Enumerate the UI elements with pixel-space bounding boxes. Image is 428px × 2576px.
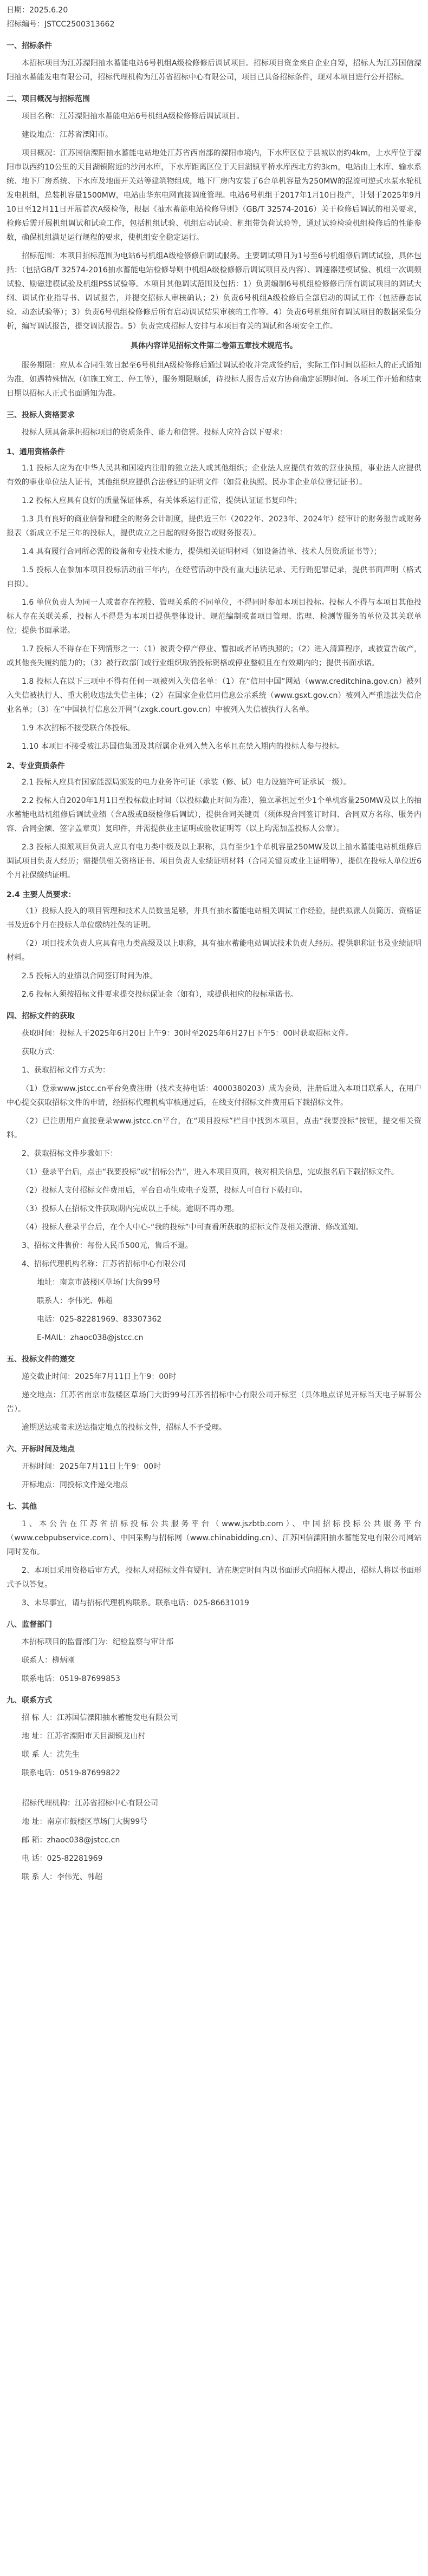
agency-name: 招标代理机构：江苏省招标中心有限公司 xyxy=(22,1799,158,1808)
tenderer-phone: 联系电话：0519-87699822 xyxy=(22,1769,120,1777)
service-period: 服务期限：应从本合同生效日起至6号机组A级检修修后通过调试验收并完成签约后，实际工作时间以招标人的正式通知为准，如遇特殊情况（如施工窝工、停工等），服务期限顺延，待投标人报告后双方协商确定延期时间。各项工作开始和结束日期以招标人正式书面通知为准。 xyxy=(7,361,421,398)
section-2-title: 二、项目概况与招标范围 xyxy=(7,95,90,103)
tenderer-name: 招 标 人：江苏国信溧阳抽水蓄能发电有限公司 xyxy=(22,1714,178,1722)
professional-item: 2.1 投标人应具有国家能源局颁发的电力业务许可证（承装（修、试）电力设施许可证承试一级）。 xyxy=(22,778,351,787)
section-7-title: 七、其他 xyxy=(7,1502,37,1511)
personnel-item: （2）项目技术负责人应具有电力类高级及以上职称，具有抽水蓄能电站调试技术负责人经历。提供职称证书及业绩证明材料。 xyxy=(7,939,421,962)
qualification-item: 1.10 本项目不接受被江苏国信集团及其所属企业列入禁入名单且在禁入期内的投标人参与投标。 xyxy=(22,742,345,751)
acquire-step: （2）投标人支付招标文件费用后，平台自动生成电子发票，投标人可自行下载打印。 xyxy=(22,1186,307,1195)
scope-reference: 具体内容详见招标文件第二卷第五章技术规范书。 xyxy=(131,342,297,350)
opening-time: 开标时间：2025年7月11日上午9：00时 xyxy=(22,1462,161,1471)
qualification-item: 1.7 投标人不得存在下列情形之一：（1）被责令停产停业、暂扣或者吊销执照的；（2）进入清算程序，或被宣告破产，或其他丧失履约能力的；（3）被行政部门或行业组织取消投标资格或停业整顿且在有效期内的；提供书面承诺。 xyxy=(7,645,421,668)
section-1-text: 本招标项目为江苏溧阳抽水蓄能电站6号机组A级检修修后调试项目。招标项目资金来自企业自筹，招标人为江苏国信溧阳抽水蓄能发电有限公司，招标代理机构为江苏省招标中心有限公司，项目已具备招标条件，现对本项目进行公开招标。 xyxy=(7,59,421,82)
submission-location: 递交地点：江苏省南京市鼓楼区草场门大街99号江苏省招标中心有限公司开标室（具体地点详见开标当天电子屏幕公告）。 xyxy=(7,1391,421,1414)
qualification-item: 1.1 投标人应为在中华人民共和国境内注册的独立法人或其他组织；企业法人应提供有效的营业执照，事业法人应提供有效的事业单位法人证书，其他组织应提供合法登记的证明文件（如营业执照、民办非企业单位登记证书）。 xyxy=(7,464,421,487)
meta-block xyxy=(7,3,421,31)
submission-deadline: 递交截止时间：2025年7月11日上午9：00时 xyxy=(22,1372,177,1381)
document-price: 3、招标文件售价：每份人民币500元，售后不退。 xyxy=(22,1241,193,1250)
tender-number: 招标编号：JSTCC2500313662 xyxy=(7,20,115,29)
section-5-title: 五、投标文件的递交 xyxy=(7,1355,75,1364)
qualification-item: 1.3 具有良好的商业信誉和健全的财务会计制度，提供近三年（2022年、2023年、2024年）经审计的财务报告或财务报表（新成立不足三年的投标人，提供成立之日起的财务报告或财务报表）。 xyxy=(7,515,421,538)
section-9-title: 九、联系方式 xyxy=(7,1696,52,1705)
qualification-item: 1.5 投标人在参加本项目投标活动前三年内，在经营活动中没有重大违法记录、无行贿犯罪记录，提供书面声明（格式自拟）。 xyxy=(7,566,421,589)
qualification-item: 1.9 本次招标不接受联合体投标。 xyxy=(22,724,135,733)
acquire-time: 获取时间：投标人于2025年6月20日上午9：30时至2025年6月27日下午5：00时获取招标文件。 xyxy=(22,1029,354,1038)
agency-contact-email: E-MAIL：zhaoc038@jstcc.cn xyxy=(37,1333,144,1342)
professional-item: 2.3 投标人拟派项目负责人应具有电力类中级及以上职称，具有至少1个单机容量250MW及以上抽水蓄能电站机组修后调试项目负责人经历；需提供相关资格证书、项目负责人业绩证明材料（合同关键页或业主证明等），提供在投标人单位近6个月社保缴纳证明。 xyxy=(7,843,421,880)
supervision-contact: 联系人：柳炳刚 xyxy=(22,1656,75,1665)
other-note: 1、本公告在江苏省招标投标公共服务平台（www.jszbtb.com）、中国招标投标公共服务平台（www.cebpubservice.com）、中国采购与招标网（www.chinabidding.cn）、江苏国信溧阳抽水蓄能发电有限公司网站同时发布。 xyxy=(7,1520,421,1557)
personnel-title: 2.4 主要人员要求： xyxy=(7,891,76,899)
agency-phone: 电 话：025-82281969 xyxy=(22,1854,103,1863)
acquire-step: （1）登录平台后，点击“我要投标”或“招标公告”，进入本项目页面，核对相关信息，完成报名后下载招标文件。 xyxy=(22,1168,399,1176)
tender-scope: 招标范围：本项目招标范围为电站6号机组A级检修修后调试服务。主要调试项目为1号至6号机组修后调试试验，具体包括：（包括GB/T 32574-2016抽水蓄能电站检修导则中机组A级检修修后调试项目及内容）、调速器建模试验、机组一次调频试验、励磁建模试验及机组PSS试验等。本项目其他调试范围及包括：1）负责编制6号机组检修修后所有调试项目的调试大纲、调试作业指导书、调试报告，并提交招标人审核确认；2）负责6号机组A级检修后全部启动的调试工作（包括静态试验、动态试验等）；3）负责6号机组检修修后所有启动调试结果审核的工作等。4）负责6号机组所有调试项目的数据采集分析，编写调试报告，提交调试报告。5）负责完成招标人安排与本项目有关的调试和各项安全工作。 xyxy=(7,252,421,331)
acquire-step: （3）投标人在招标文件获取期内完成以上手续。逾期不再办理。 xyxy=(22,1205,239,1213)
qualification-item: 1.6 单位负责人为同一人或者存在控股、管理关系的不同单位，不得同时参加本项目投标。投标人不得与本项目其他投标人存在关联关系，投标人不得是为本项目提供整体设计、规范编制或者项目管理、监理、检测等服务的单位及其关联单位；提供书面承诺。 xyxy=(7,598,421,635)
professional-item: 2.2 投标人自2020年1月1日至投标截止时间（以投标截止时间为准），独立承担过至少1个单机容量250MW及以上的抽水蓄能电站机组修后调试业绩（含A级或B级检修后调试），提供合同关键页（须体现合同签订时间、合同双方名称、服务内容、合同金额、签字盖章页）复印件，并需提供业主证明或验收证明等（以上均需加盖投标人公章）。 xyxy=(7,796,421,833)
agency-contact-address: 地址：南京市鼓楼区草场门大街99号 xyxy=(37,1278,160,1287)
submission-note: 逾期送达或者未送达指定地点的投标文件，招标人不予受理。 xyxy=(22,1423,226,1432)
project-overview: 项目概况：江苏国信溧阳抽水蓄能电站地处江苏省西南部的溧阳市境内，下水库区位于县城以南约4km，上水库位于溧阳市以西约10公里的天目湖镇附近的沙河水库，下水库距离区位于天目湖镇平桥水库西北方约3km，电站由上水库、输水系统、地下厂房系统、下水库及地面开关站等建筑物组成，地下厂房内安装了6台单机容量为250MW的混流可逆式水泵水轮机发电机组，总装机容量1500MW，电站由华东电网直接调度管理。电站6号机组于2017年1月10日投产，计划于2025年9月10日至12月11日开展首次A级检修，根据《抽水蓄能电站检修导则》（GB/T 32574-2016）关于检修后调试的相关要求，检修后需开展机组调试和试验工作，包括机组试验、机组启动试验、机组带负荷试验等，通过试验检验机组检修后的性能参数，确保机组满足运行规程的要求，使机组安全稳定运行。 xyxy=(7,149,421,242)
section-4-title: 四、招标文件的获取 xyxy=(7,1012,75,1021)
acquire-ways-title: 获取方式： xyxy=(22,1048,60,1056)
date-text: 日期：2025.6.20 xyxy=(7,6,68,15)
acquire-step: 2、获取招标文件步骤如下： xyxy=(22,1149,118,1158)
section-1-title: 一、招标条件 xyxy=(7,42,52,50)
acquire-step: （4）投标人登录平台后，在个人中心-“我的投标”中可查看所获取的招标文件及相关澄清、修改通知。 xyxy=(22,1223,364,1232)
tenderer-contact: 联 系 人：沈先生 xyxy=(22,1750,80,1759)
section-6-title: 六、开标时间及地点 xyxy=(7,1445,75,1454)
qualification-item: 1.2 投标人应具有良好的质量保证体系，有关体系运行正常，提供认证证书复印件； xyxy=(22,496,302,505)
section-8-title: 八、监督部门 xyxy=(7,1620,52,1629)
acquire-step: 1、获取招标文件方式为： xyxy=(22,1066,110,1075)
other-note: 3、未尽事宜，请与招标代理机构联系。联系电话：025-86631019 xyxy=(22,1599,249,1607)
agency-contact-phone: 电话：025-82281969、83307362 xyxy=(37,1315,162,1324)
general-qualification-title: 1、通用资格条件 xyxy=(7,448,65,456)
agency-address: 地 址：南京市鼓楼区草场门大街99号 xyxy=(22,1817,148,1826)
other-note: 2、本项目采用资格后审方式，投标人对招标文件有疑问，请在规定时间内以书面形式向招标人提出，招标人将以书面形式予以答复。 xyxy=(7,1566,421,1589)
agency-contact-title: 4、招标代理机构名称：江苏省招标中心有限公司 xyxy=(22,1260,186,1269)
acquire-step: （1）登录www.jstcc.cn平台免费注册（技术支持电话：4000380203）成为会员，注册后进入本项目联系人，在用户中心提交获取招标文件的申请，经招标代理机构审核通过后，在线支付招标文件费用后下载招标文件。 xyxy=(7,1084,421,1107)
opening-location: 开标地点：同投标文件递交地点 xyxy=(22,1481,128,1489)
agency-email: 邮 箱：zhaoc038@jstcc.cn xyxy=(22,1836,120,1845)
qualification-item: 1.8 投标人在以下三项中不得有任何一项被列入失信名单：（1）在“信用中国”网站（www.creditchina.gov.cn）被列入失信被执行人、重大税收违法失信主体；（2）在国家企业信用信息公示系统（www.gsxt.gov.cn）被列入严重违法失信企业名单；（3）在“中国执行信息公开网”（zxgk.court.gov.cn）中被列入失信被执行人名单。 xyxy=(7,677,421,714)
qualification-item: 1.4 具有履行合同所必需的设备和专业技术能力，提供相关证明材料（如设备清单、技术人员资质证书等）； xyxy=(22,547,381,556)
professional-qualification-title: 2、专业资质条件 xyxy=(7,762,65,770)
qualification-intro: 投标人须具备承担招标项目的资质条件、能力和信誉。投标人应符合以下要求： xyxy=(22,428,287,437)
supervision-phone: 联系电话：0519-87699853 xyxy=(22,1675,120,1683)
personnel-item: （1）投标人投入的项目管理和技术人员数量足够，并具有抽水蓄能电站相关调试工作经验，提供拟派人员简历、资格证书及近6个月在投标人单位缴纳社保的证明。 xyxy=(7,907,421,930)
section-3-title: 三、投标人资格要求 xyxy=(7,411,75,420)
personnel-item: 2.5 投标人的业绩以合同签订时间为准。 xyxy=(22,972,158,980)
project-location: 建设地点：江苏省溧阳市。 xyxy=(22,130,113,139)
acquire-step: （2）已注册用户直接登录www.jstcc.cn平台，在“项目投标”栏目中找到本项目，点击“我要投标”按钮，提交相关资料。 xyxy=(7,1117,421,1140)
tenderer-address: 地 址：江苏省溧阳市天目湖镇龙山村 xyxy=(22,1732,146,1741)
agency-contact-person: 联系人：李伟光、韩超 xyxy=(37,1297,113,1305)
project-name: 项目名称：江苏溧阳抽水蓄能电站6号机组A级检修修后调试项目。 xyxy=(22,112,244,121)
personnel-item: 2.6 投标人须按招标文件要求提交投标保证金（如有），或提供相应的投标承诺书。 xyxy=(22,990,298,999)
supervision-dept: 本招标项目的监督部门为：纪检监察与审计部 xyxy=(22,1638,173,1646)
agency-person: 联 系 人：李伟光、韩超 xyxy=(22,1873,102,1881)
